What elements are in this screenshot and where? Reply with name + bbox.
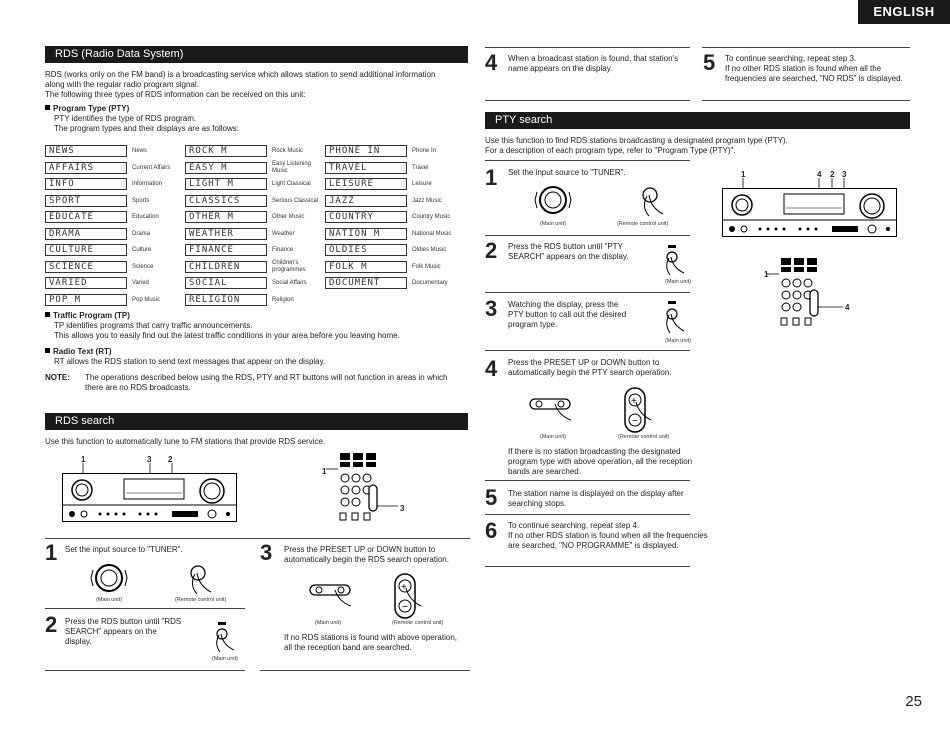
program-type-cell <box>325 211 465 223</box>
divider <box>702 47 910 48</box>
divider <box>485 350 690 351</box>
program-type-label: Religion <box>272 296 294 303</box>
table-row <box>45 275 465 292</box>
pty-search-title: PTY search <box>485 112 910 129</box>
program-type-label: Country Music <box>412 214 451 220</box>
knob-and-button-illustration <box>525 180 675 220</box>
program-type-cell <box>45 145 185 157</box>
caption-remote-unit: (Remote control unit) <box>618 434 670 440</box>
program-type-label: Varied <box>132 280 149 286</box>
caption-main-unit: (Main unit) <box>540 434 566 440</box>
program-type-label: Social Affairs <box>272 280 307 286</box>
program-type-cell <box>185 145 325 157</box>
caption-remote-unit: (Remote control unit) <box>392 620 444 626</box>
step-text: When a broadcast station is found, that station's name appears on the display. <box>508 54 679 73</box>
step-number: 2 <box>45 612 58 637</box>
bullet-square-icon <box>45 105 50 110</box>
program-type-cell <box>325 277 465 289</box>
step-number: 5 <box>485 485 498 510</box>
program-type-cell <box>45 228 185 240</box>
note: NOTE: The operations described below using the RDS, PTY and RT buttons will not function in areas in which there are no RDS broadcasts. <box>45 373 448 392</box>
divider <box>260 670 470 671</box>
rds-button-illustration <box>210 622 240 654</box>
display-code: RELIGION <box>185 294 267 306</box>
display-code: CULTURE <box>45 244 127 256</box>
display-code: VARIED <box>45 277 127 289</box>
program-type-cell <box>325 244 465 256</box>
step-text: Press the RDS button until "PTY SEARCH" appears on the display. <box>508 242 629 261</box>
display-code: EASY M <box>185 162 267 174</box>
divider <box>45 670 245 671</box>
step-number: 6 <box>485 518 498 543</box>
program-type-cell <box>45 178 185 190</box>
callout-4: 4 <box>817 170 822 179</box>
step-number: 1 <box>45 540 58 565</box>
svg-text:+: + <box>631 396 637 407</box>
display-code: NATION M <box>325 228 407 240</box>
divider <box>485 566 690 567</box>
program-type-label: Phone In <box>412 148 437 154</box>
divider <box>485 235 690 236</box>
display-code: OTHER M <box>185 211 267 223</box>
program-type-label: Education <box>132 214 159 220</box>
divider <box>485 514 690 515</box>
table-row <box>45 143 465 160</box>
display-code: CHILDREN <box>185 261 267 273</box>
preset-buttons-illustration <box>520 382 670 434</box>
program-type-cell <box>45 211 185 223</box>
step-text: Set the input source to "TUNER". <box>508 168 626 177</box>
program-type-label: Current Affairs <box>132 164 171 171</box>
divider <box>485 480 690 481</box>
program-type-label: Information <box>132 181 163 187</box>
tp-description: TP identifies programs that carry traffic announcements. This allows you to easily find out the latest traffic conditions in your area before you leaving home. <box>54 321 400 340</box>
program-type-label: Weather <box>272 230 295 237</box>
display-code: OLDIES <box>325 244 407 256</box>
program-type-cell <box>45 294 185 306</box>
rds-search-intro: Use this function to automatically tune to FM stations that provide RDS service. <box>45 437 326 446</box>
remote-control-illustration <box>326 450 386 530</box>
rds-intro: RDS (works only on the FM band) is a broadcasting service which allows station to send additional information along with the regular radio program signal. The following three types of RDS information can be received on this unit: <box>45 70 436 99</box>
program-type-cell <box>325 145 465 157</box>
divider <box>485 100 690 101</box>
program-type-label: Travel <box>412 164 429 171</box>
divider <box>702 100 910 101</box>
program-type-label: Easy Listening Music <box>272 161 312 174</box>
program-type-label: Oldies Music <box>412 247 447 253</box>
program-type-label: Finance <box>272 247 294 253</box>
step-text: Press the RDS button until "RDS SEARCH" appears on the display. <box>65 617 182 646</box>
tp-heading: Traffic Program (TP) <box>45 311 130 321</box>
program-type-cell <box>45 195 185 207</box>
divider <box>45 538 470 539</box>
caption-remote-unit: (Remote control unit) <box>617 221 669 227</box>
program-type-cell <box>45 162 185 174</box>
pty-description: PTY identifies the type of RDS program. The program types and their displays are as follows: <box>54 114 239 133</box>
program-type-cell <box>185 244 325 256</box>
display-code: ROCK M <box>185 145 267 157</box>
callout-1: 1 <box>764 270 769 279</box>
display-code: LEISURE <box>325 178 407 190</box>
display-code: POP M <box>45 294 127 306</box>
svg-text:−: − <box>402 602 408 613</box>
display-code: LIGHT M <box>185 178 267 190</box>
display-code: AFFAIRS <box>45 162 127 174</box>
table-row <box>45 292 465 309</box>
rds-button-illustration <box>660 245 690 277</box>
display-code: SPORT <box>45 195 127 207</box>
program-type-label: Pop Music <box>132 296 161 303</box>
step-number: 4 <box>485 50 498 75</box>
svg-text:+: + <box>401 582 407 593</box>
rds-search-title: RDS search <box>45 413 468 430</box>
display-code: INFO <box>45 178 127 190</box>
callout-4: 4 <box>845 303 850 312</box>
knob-and-button-illustration <box>85 558 235 598</box>
program-type-cell <box>185 228 325 240</box>
display-code: FOLK M <box>325 261 407 273</box>
divider <box>485 292 690 293</box>
step-text: Watching the display, press the PTY button to call out the desired program type. <box>508 300 627 329</box>
step-text: Set the input source to "TUNER". <box>65 545 183 554</box>
callout-1: 1 <box>741 170 746 179</box>
display-code: SOCIAL <box>185 277 267 289</box>
step-text: To continue searching, repeat step 4. If no other RDS station is found when all the frequencies are searched, "NO PROGRAMME" is displayed. <box>508 521 708 550</box>
step-text: Press the PRESET UP or DOWN button to automatically begin the RDS search operation. <box>284 545 449 564</box>
program-type-cell <box>45 261 185 273</box>
caption-main-unit: (Main unit) <box>540 221 566 227</box>
program-type-label: Other Music <box>272 214 305 220</box>
callout-3: 3 <box>147 455 152 464</box>
callout-1: 1 <box>81 455 86 464</box>
program-type-cell <box>185 178 325 190</box>
program-type-cell <box>325 178 465 190</box>
pty-button-illustration <box>660 301 690 336</box>
display-code: EDUCATE <box>45 211 127 223</box>
page-number: 25 <box>905 693 922 710</box>
program-type-label: Jazz Music <box>412 197 442 204</box>
caption-remote-unit: (Remote control unit) <box>175 597 227 603</box>
program-type-label: News <box>132 148 148 154</box>
program-type-cell <box>45 277 185 289</box>
caption-main-unit: (Main unit) <box>315 620 341 626</box>
program-type-cell <box>185 260 325 273</box>
pty-heading: Program Type (PTY) <box>45 104 129 114</box>
step-text: Press the PRESET UP or DOWN button to automatically begin the PTY search operation. <box>508 358 672 377</box>
display-code: TRAVEL <box>325 162 407 174</box>
program-type-label: Documentary <box>412 280 448 286</box>
program-type-cell <box>185 277 325 289</box>
step-number: 3 <box>260 540 273 565</box>
caption-main-unit: (Main unit) <box>96 597 122 603</box>
display-code: PHONE IN <box>325 145 407 157</box>
receiver-front-panel-illustration <box>722 178 897 242</box>
program-type-label: National Music <box>412 230 452 237</box>
program-type-label: Children's programmes <box>272 260 306 273</box>
program-type-cell <box>325 261 465 273</box>
language-tab: ENGLISH <box>858 0 950 24</box>
program-type-label: Drama <box>132 230 151 237</box>
table-row <box>45 209 465 226</box>
program-type-cell <box>185 211 325 223</box>
caption-main-unit: (Main unit) <box>665 279 691 285</box>
preset-buttons-illustration <box>305 568 455 620</box>
bullet-square-icon <box>45 348 50 353</box>
display-code: JAZZ <box>325 195 407 207</box>
display-code: DRAMA <box>45 228 127 240</box>
step-number: 4 <box>485 356 498 381</box>
rt-description: RT allows the RDS station to send text messages that appear on the display. <box>54 357 326 366</box>
program-type-cell <box>325 162 465 174</box>
display-code: CLASSICS <box>185 195 267 207</box>
program-type-cell <box>325 195 465 207</box>
callout-1: 1 <box>322 467 327 476</box>
program-type-label: Sports <box>132 197 150 204</box>
rds-section-title: RDS (Radio Data System) <box>45 46 468 63</box>
step-number: 3 <box>485 296 498 321</box>
display-code: WEATHER <box>185 228 267 240</box>
display-code: COUNTRY <box>325 211 407 223</box>
program-type-label: Culture <box>132 247 152 253</box>
program-type-cell <box>185 294 325 306</box>
step-text: To continue searching, repeat step 3. If no other RDS station is found when all the frequencies are searched, "NO RDS" is displayed. <box>725 54 903 83</box>
callout-3: 3 <box>842 170 847 179</box>
step-number: 1 <box>485 165 498 190</box>
program-type-table <box>45 143 465 308</box>
callout-2: 2 <box>168 455 173 464</box>
step-text: The station name is displayed on the display after searching stops. <box>508 489 684 508</box>
program-type-label: Leisure <box>412 181 432 187</box>
program-type-label: Folk Music <box>412 263 441 270</box>
program-type-label: Rock Music <box>272 148 304 154</box>
table-row <box>45 160 465 177</box>
table-row <box>45 226 465 243</box>
divider <box>485 160 690 161</box>
table-row <box>45 259 465 276</box>
divider <box>45 608 245 609</box>
step-number: 5 <box>703 50 716 75</box>
program-type-cell <box>45 244 185 256</box>
divider <box>485 47 690 48</box>
program-type-cell <box>185 161 325 174</box>
table-row <box>45 242 465 259</box>
program-type-label: Science <box>132 263 154 270</box>
program-type-label: Light Classical <box>272 181 311 187</box>
bullet-square-icon <box>45 312 50 317</box>
receiver-front-panel-illustration <box>62 463 237 527</box>
search-note: If there is no station broadcasting the designated program type with above operation, all the reception bands are searched. <box>508 447 693 476</box>
remote-control-illustration <box>767 255 842 335</box>
table-row <box>45 176 465 193</box>
callout-3: 3 <box>400 504 405 513</box>
program-type-label: Serious Classical <box>272 197 319 204</box>
display-code: SCIENCE <box>45 261 127 273</box>
program-type-cell <box>325 228 465 240</box>
caption-main-unit: (Main unit) <box>665 338 691 344</box>
search-note: If no RDS stations is found with above operation, all the reception band are searched. <box>284 633 457 652</box>
step-number: 2 <box>485 238 498 263</box>
svg-text:−: − <box>632 416 638 427</box>
display-code: NEWS <box>45 145 127 157</box>
display-code: FINANCE <box>185 244 267 256</box>
callout-2: 2 <box>830 170 835 179</box>
table-row <box>45 193 465 210</box>
rt-heading: Radio Text (RT) <box>45 347 112 357</box>
caption-main-unit: (Main unit) <box>212 656 238 662</box>
pty-search-intro: Use this function to find RDS stations broadcasting a designated program type (PTY). For a description of each program type, refer to "Program Type (PTY)". <box>485 136 788 155</box>
display-code: DOCUMENT <box>325 277 407 289</box>
program-type-cell <box>185 195 325 207</box>
